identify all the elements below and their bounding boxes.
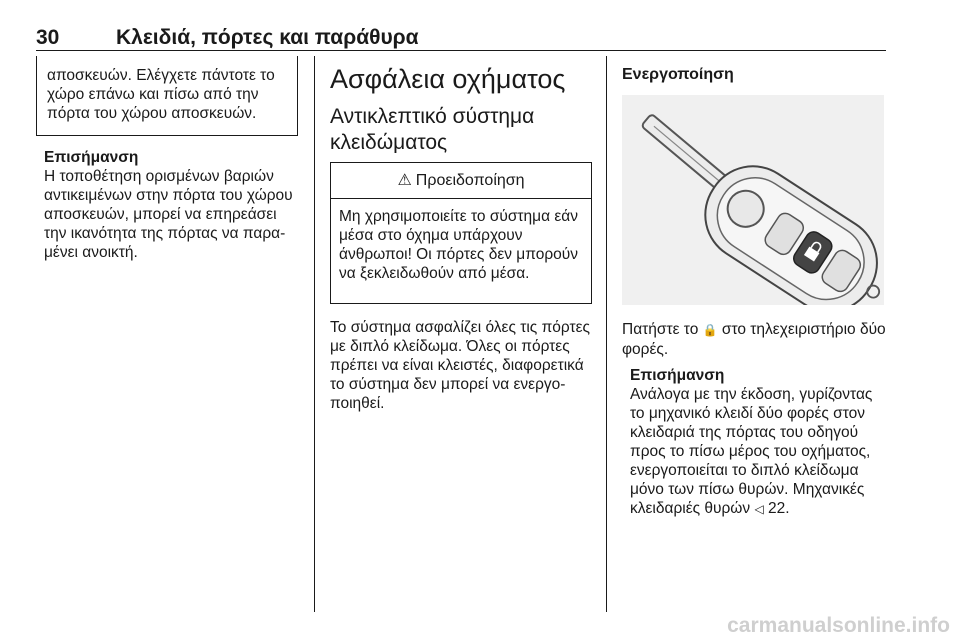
right-note-text: Ανάλογα με την έκδοση, γυρίζοντας το μηχανικό κλειδί δύο φορές στον κλειδαριά της πόρτας του οδηγού προς το πίσω μέρος του οχήματος, ενεργοποιείται το διπλό κλείδωμα μόνο των πίσω θυρών. Μηχανικές κλειδαριές θυρών — [630, 386, 873, 517]
left-note — [44, 148, 302, 262]
watermark: carmanualsonline.info — [727, 614, 950, 637]
warning-box — [330, 162, 592, 304]
column-divider-2 — [606, 56, 607, 612]
warning-header — [331, 163, 591, 199]
lock-icon: 🔒 — [702, 323, 718, 337]
section-heading: Ασφάλεια οχήματος — [330, 64, 566, 94]
press-text-after: στο τηλεχειριστήριο δύο φορές. — [622, 321, 886, 358]
activation-heading: Ενεργοποίηση — [622, 66, 734, 83]
right-note — [630, 366, 886, 519]
warning-triangle-icon: ⚠ — [397, 172, 412, 189]
press-instruction — [622, 320, 886, 359]
page-header — [36, 26, 886, 51]
warning-text: Μη χρησιμοποιείτε το σύστημα εάν μέσα στο όχημα υπάρχουν άνθρωποι! Οι πόρτες δεν μπορούν να ξεκλειδωθούν από μέσα. — [339, 208, 578, 282]
page-reference-arrow-icon: ◁ — [754, 502, 764, 516]
note-title: Επισήμανση — [44, 149, 139, 166]
page-reference[interactable]: 22. — [768, 500, 790, 517]
note-text: Η τοποθέτηση ορισμένων βαριών αντικειμένων στην πόρτα του χώρου αποσκευών, μπορεί να επηρεάσει την ικανότητα της πόρτας να παρα- μένει ανοικτή. — [44, 168, 293, 261]
chapter-title: Κλειδιά, πόρτες και παράθυρα — [116, 26, 419, 49]
continued-warning-box — [36, 56, 298, 136]
subsection-heading: Αντικλεπτικό σύστημα κλειδώματος — [330, 105, 535, 154]
page-number: 30 — [36, 26, 60, 49]
press-text-before: Πατήστε το — [622, 321, 699, 338]
remote-key-fob-icon — [622, 95, 884, 305]
continued-warning-text: αποσκευών. Ελέγχετε πάντοτε το χώρο επάνω και πίσω από την πόρτα του χώρου αποσκευών. — [47, 67, 275, 122]
middle-body — [330, 318, 594, 413]
body-paragraph: Το σύστημα ασφαλίζει όλες τις πόρτες με διπλό κλείδωμα. Όλες οι πόρτες πρέπει να είναι κλειστές, διαφορετικά το σύστημα δεν μπορεί να ενεργο- ποιηθεί. — [330, 319, 590, 412]
warning-title: Προειδοποίηση — [415, 172, 525, 189]
key-fob-figure — [622, 95, 884, 305]
column-divider-1 — [314, 56, 315, 612]
right-note-title: Επισήμανση — [630, 367, 725, 384]
